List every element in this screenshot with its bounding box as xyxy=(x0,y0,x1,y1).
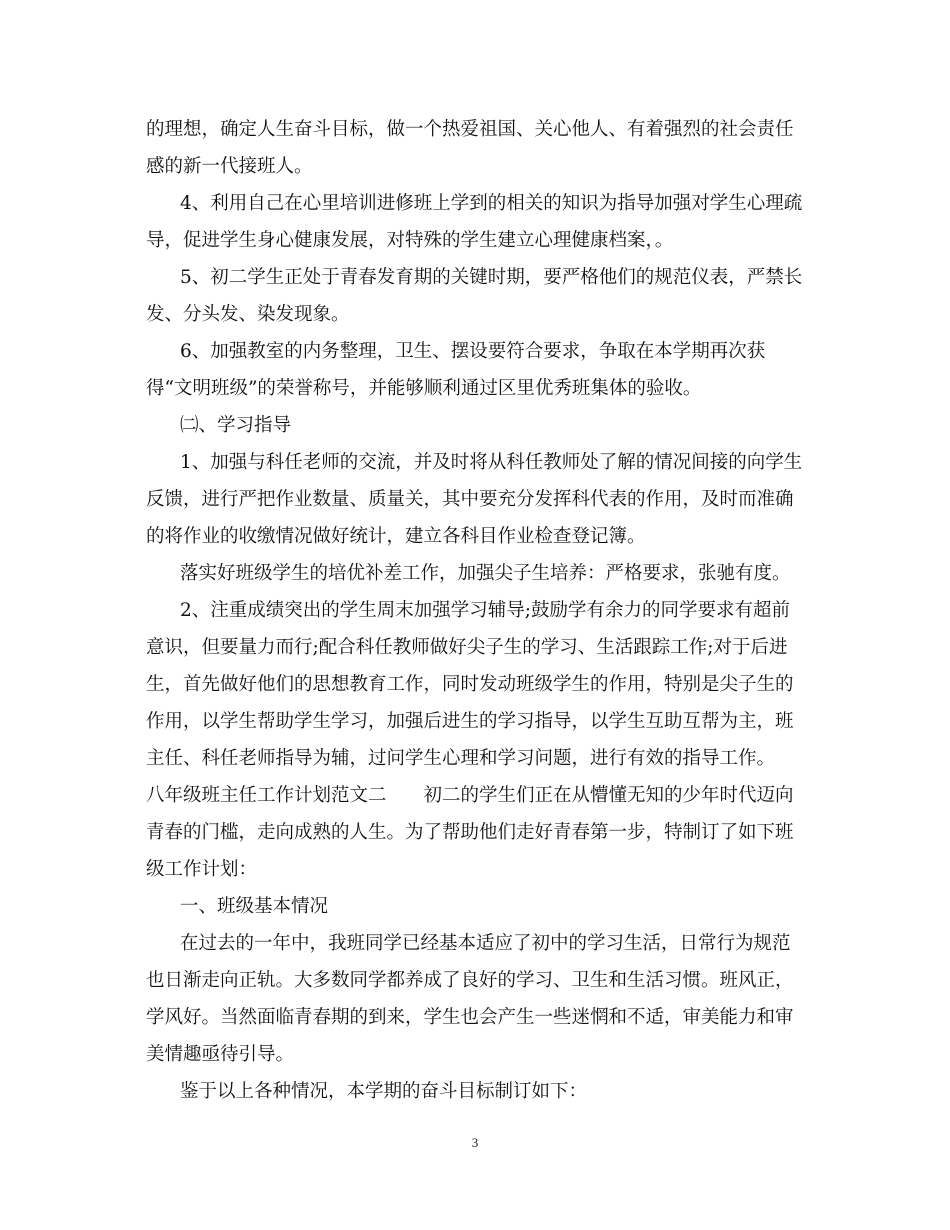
text-line: 6、加强教室的内务整理，卫生、摆设要符合要求，争取在本学期再次获 xyxy=(180,341,766,362)
text-line: 主任、科任老师指导为辅，过问学生心理和学习问题，进行有效的指导工作。 xyxy=(146,748,776,769)
text-line: 八年级班主任工作计划范文二 初二的学生们正在从懵懂无知的少年时代迈向 xyxy=(146,785,794,806)
section-heading: 一、班级基本情况 xyxy=(180,896,329,917)
text-line: 1、加强与科任老师的交流，并及时将从科任教师处了解的情况间接的向学生 xyxy=(180,452,803,473)
text-line: 作用，以学生帮助学生学习，加强后进生的学习指导，以学生互助互帮为主，班 xyxy=(146,711,794,732)
text-line: 发、分头发、染发现象。 xyxy=(146,304,350,325)
text-line: 生，首先做好他们的思想教育工作，同时发动班级学生的作用，特别是尖子生的 xyxy=(146,674,794,695)
text-line: 学风好。当然面临青春期的到来，学生也会产生一些迷惘和不适，审美能力和审 xyxy=(146,1007,794,1028)
text-line: 的理想，确定人生奋斗目标，做一个热爱祖国、关心他人、有着强烈的社会责任 xyxy=(146,119,794,140)
text-line: 4、利用自己在心里培训进修班上学到的相关的知识为指导加强对学生心理疏 xyxy=(180,193,803,214)
text-line: 5、初二学生正处于青春发育期的关键时期，要严格他们的规范仪表，严禁长 xyxy=(180,267,803,288)
text-line: 感的新一代接班人。 xyxy=(146,156,313,177)
text-line: 导，促进学生身心健康发展，对特殊的学生建立心理健康档案，。 xyxy=(146,230,674,251)
text-line: 的将作业的收缴情况做好统计，建立各科目作业检查登记簿。 xyxy=(146,526,646,547)
text-line: 级工作计划： xyxy=(146,859,258,880)
text-line: 2、注重成绩突出的学生周末加强学习辅导;鼓励学有余力的同学要求有超前 xyxy=(180,600,791,621)
text-line: 意识，但要量力而行;配合科任教师做好尖子生的学习、生活跟踪工作;对于后进 xyxy=(146,637,788,658)
text-line: 反馈，进行严把作业数量、质量关，其中要充分发挥科代表的作用，及时而准确 xyxy=(146,489,794,510)
section-heading: ㈡、学习指导 xyxy=(180,415,292,436)
text-line: 鉴于以上各种情况，本学期的奋斗目标制订如下： xyxy=(180,1081,588,1102)
text-line: 落实好班级学生的培优补差工作，加强尖子生培养：严格要求，张驰有度。 xyxy=(180,563,791,584)
text-line: 青春的门槛，走向成熟的人生。为了帮助他们走好青春第一步，特制订了如下班 xyxy=(146,822,794,843)
text-line: 也日渐走向正轨。大多数同学都养成了良好的学习、卫生和生活习惯。班风正， xyxy=(146,970,794,991)
text-line: 美情趣亟待引导。 xyxy=(146,1044,295,1065)
page-number: 3 xyxy=(471,1135,479,1150)
text-line: 在过去的一年中，我班同学已经基本适应了初中的学习生活，日常行为规范 xyxy=(180,933,791,954)
text-line: 得“文明班级”的荣誉称号，并能够顺利通过区里优秀班集体的验收。 xyxy=(146,378,702,399)
